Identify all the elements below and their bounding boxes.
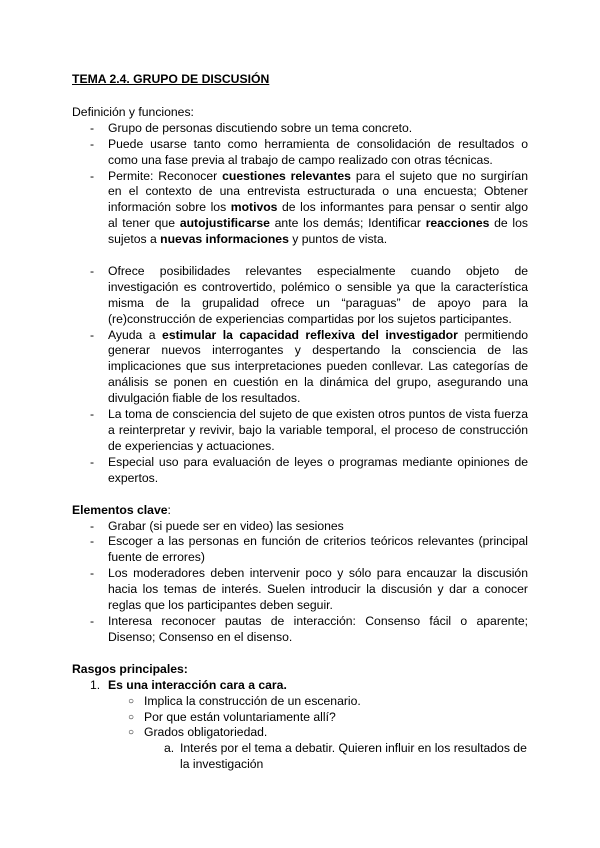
circle-bullet-icon: ○ <box>128 711 135 723</box>
text-run: Ayuda a <box>108 327 163 342</box>
sub-item-text: Implica la construcción de un escenario. <box>144 693 361 708</box>
text-run: Especial uso para evaluación de leyes o programas mediante opiniones de expertos. <box>108 454 528 485</box>
list-item: - Los moderadores deben intervenir poco y sólo para encauzar la discusión hacia los temas de interés. Suelen introducir la discusión y dar a conocer reglas que los participantes deben seguir. <box>72 566 528 614</box>
elementos-section <box>72 503 528 646</box>
elementos-heading <box>72 503 528 519</box>
sub-item-text: Por que están voluntariamente allí? <box>144 709 336 724</box>
list-item <box>72 121 528 137</box>
bold-text: cuestiones relevantes <box>222 168 351 183</box>
text-run: de los sujetos a <box>108 216 528 247</box>
rasgos-heading: Rasgos principales: <box>72 661 188 676</box>
list-item <box>72 407 528 455</box>
document-page <box>72 72 528 773</box>
bold-text: nuevas informaciones <box>160 232 289 247</box>
list-item: - Escoger a las personas en función de criterios teóricos relevantes (principal fuente de errores) <box>72 534 528 566</box>
elementos-heading-colon: : <box>167 502 171 517</box>
list-item <box>72 137 528 169</box>
elementos-list <box>72 519 528 646</box>
text-run: ante los demás; Identificar <box>269 216 426 231</box>
text-run: Ofrece posibilidades relevantes especialmente cuando objeto de investigación es controvertido, polémico o sensible ya que la característica misma de la grupalidad ofrece un “paraguas” de apoyo para la (re)construcción de experiencias compartidas por los sujetos participantes. <box>108 263 528 326</box>
sub-list-item <box>72 694 528 710</box>
list-item <box>72 455 528 487</box>
bold-text: estimular la capacidad reflexiva del investigador <box>162 327 458 342</box>
sub-list-item <box>72 725 528 741</box>
rasgo-item-1 <box>72 678 528 694</box>
circle-bullet-icon: ○ <box>128 727 135 739</box>
alpha-marker: a. <box>164 741 175 756</box>
definicion-list <box>72 121 528 487</box>
alpha-list-item <box>72 741 528 773</box>
list-number: 1. <box>90 677 101 692</box>
bold-text: autojustificarse <box>179 216 270 231</box>
text-run: Grupo de personas discutiendo sobre un tema concreto. <box>108 120 413 135</box>
list-item <box>72 328 528 408</box>
definicion-heading: Definición y funciones: <box>72 104 194 119</box>
list-spacer <box>72 248 528 264</box>
text-run: Permite: Reconocer <box>108 168 223 183</box>
text-run: de los informantes para pensar o sentir algo al tener que <box>108 200 528 231</box>
rasgos-section <box>72 662 528 773</box>
text-run: y puntos de vista. <box>288 232 388 247</box>
text-run: La toma de consciencia del sujeto de que existen otros puntos de vista fuerza a reinterpretar y revivir, bajo la variable temporal, el proceso de construcción de experiencias y actuaciones. <box>108 407 528 453</box>
list-item <box>72 169 528 249</box>
elementos-heading-label: Elementos clave <box>72 502 168 517</box>
rasgo-label: Es una interacción cara a cara. <box>108 677 287 692</box>
list-item: - Grabar (si puede ser en video) las sesiones <box>72 519 528 535</box>
bold-text: reacciones <box>425 216 490 231</box>
alpha-item-text: Interés por el tema a debatir. Quieren influir en los resultados de la investigación <box>180 741 527 772</box>
page-title: TEMA 2.4. GRUPO DE DISCUSIÓN <box>72 72 270 86</box>
text-run: Puede usarse tanto como herramienta de consolidación de resultados o como una fase previa al trabajo de campo realizado con otras técnicas. <box>108 136 528 167</box>
sub-list-item <box>72 710 528 726</box>
circle-bullet-icon: ○ <box>128 695 135 707</box>
list-item: - Interesa reconocer pautas de interacción: Consenso fácil o aparente; Disenso; Consenso en el disenso. <box>72 614 528 646</box>
sub-item-text: Grados obligatoriedad. <box>144 725 268 740</box>
text-run: permitiendo generar nuevos interrogantes y despertando la consciencia de las implicaciones que sus interpretaciones pueden conllevar. Las categorías de análisis se ponen en cuestión en la dinámica del grupo, asegurando una divulgación fiable de los resultados. <box>108 327 529 406</box>
bold-text: motivos <box>230 200 278 215</box>
text-run: para el sujeto que no surgirían en el contexto de una entrevista estructurada o una encuesta; Obtener información sobre los <box>108 168 528 215</box>
list-item <box>72 264 528 328</box>
